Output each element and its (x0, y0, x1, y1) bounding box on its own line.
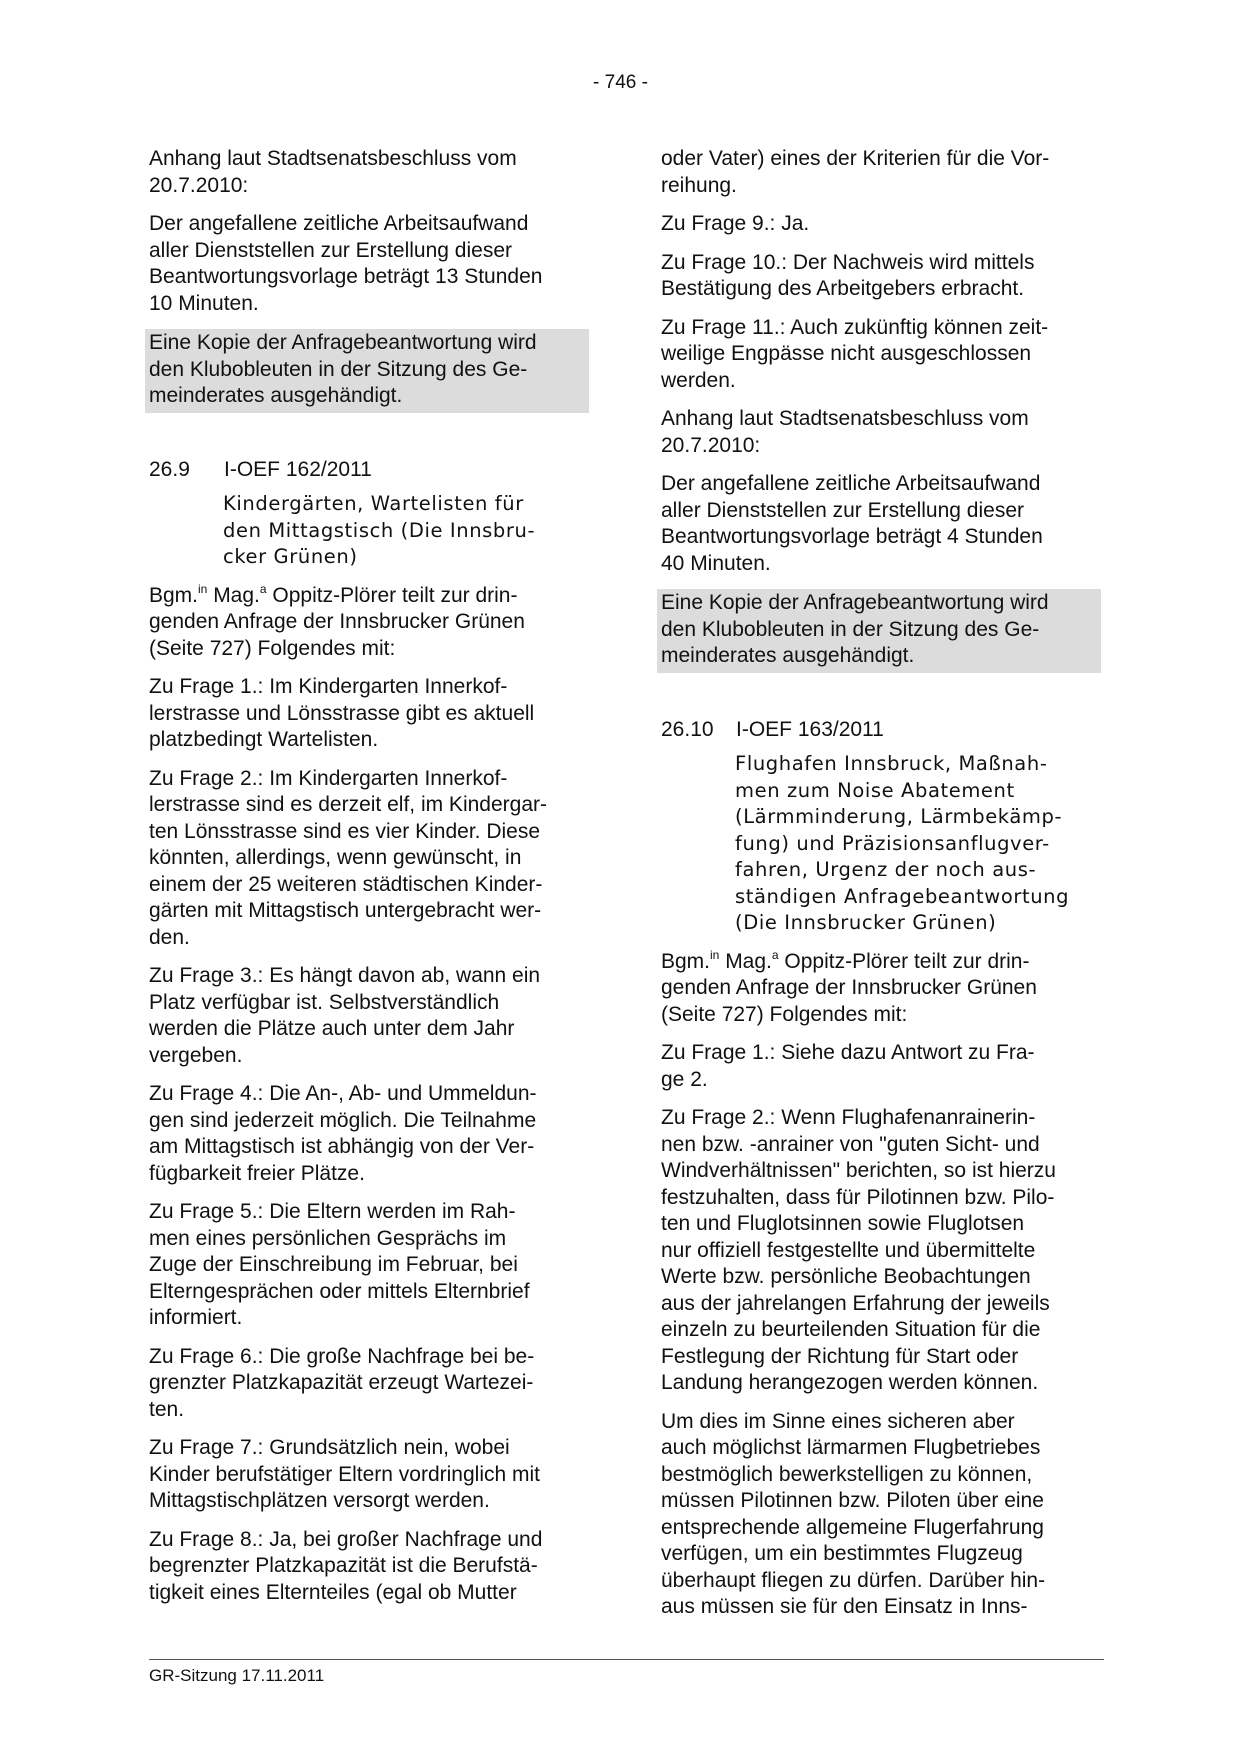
text-line: 20.7.2010: (661, 433, 761, 457)
text-line: Werte bzw. persönliche Beobachtungen (661, 1265, 1031, 1288)
text-line: Zu Frage 9.: Ja. (661, 212, 810, 235)
section-number: 26.9 (149, 457, 190, 481)
text-line: einzeln zu beurteilenden Situation für die (661, 1318, 1041, 1341)
text-line: ten und Fluglotsinnen sowie Fluglotsen (661, 1212, 1025, 1235)
right-column (661, 146, 1101, 1633)
text-line: Zu Frage 10.: Der Nachweis wird mittels (661, 250, 1035, 274)
text-line: Zuge der Einschreibung im Februar, bei (149, 1253, 518, 1276)
text-line: Eine Kopie der Anfragebeantwortung wird (149, 331, 537, 354)
intro-mag: Mag. (719, 949, 772, 973)
text-line: weilige Engpässe nicht ausgeschlossen (661, 342, 1032, 365)
section-subject (735, 751, 1101, 937)
text-line: aller Dienststellen zur Erstellung dieser (661, 498, 1024, 522)
kopie-highlight-box (657, 589, 1101, 673)
text-line: Mittagstischplätzen versorgt werden. (149, 1489, 490, 1512)
subject-line: Kindergärten, Wartelisten für (223, 492, 524, 515)
answer-frage-1 (149, 674, 589, 754)
aufwand-note (149, 211, 589, 317)
text-line: verfügen, um ein bestimmtes Flugzeug (661, 1542, 1023, 1565)
section-reference: I-OEF 162/2011 (224, 457, 372, 481)
text-line: ten. (149, 1397, 185, 1421)
text-line: festzuhalten, dass für Pilotinnen bzw. Pilo- (661, 1185, 1055, 1209)
text-line: nur offiziell festgestellte und übermittelte (661, 1238, 1036, 1262)
text-line: vergeben. (149, 1043, 243, 1067)
intro-rest: Oppitz-Plörer teilt zur drin- (266, 583, 518, 607)
subject-line: Flughafen Innsbruck, Maßnah- (735, 752, 1048, 775)
text-line: (Seite 727) Folgendes mit: (149, 636, 396, 660)
section-heading (149, 457, 589, 484)
text-line: genden Anfrage der Innsbrucker Grünen (661, 976, 1037, 999)
text-line: Zu Frage 1.: Im Kindergarten Innerkof- (149, 675, 508, 698)
answer-frage-6 (149, 1344, 589, 1424)
text-line: meinderates ausgehändigt. (661, 644, 915, 667)
subject-line: (Lärmminderung, Lärmbekämp- (735, 805, 1063, 828)
text-line: 10 Minuten. (149, 291, 259, 315)
text-line: informiert. (149, 1306, 243, 1329)
text-line: oder Vater) eines der Kriterien für die Vor- (661, 147, 1050, 170)
text-line: am Mittagstisch ist abhängig von der Ver- (149, 1135, 535, 1158)
text-line: Beantwortungsvorlage beträgt 13 Stunden (149, 265, 543, 288)
text-line: Landung herangezogen werden können. (661, 1371, 1039, 1394)
text-line: meinderates ausgehändigt. (149, 384, 403, 407)
footer-session-label: GR-Sitzung 17.11.2011 (149, 1666, 325, 1685)
text-line: fügbarkeit freier Plätze. (149, 1161, 365, 1185)
text-line: den. (149, 925, 190, 949)
text-line: Zu Frage 5.: Die Eltern werden im Rah- (149, 1200, 516, 1223)
text-line: Zu Frage 7.: Grundsätzlich nein, wobei (149, 1436, 510, 1459)
kopie-highlight-box (145, 329, 589, 413)
intro-mag: Mag. (207, 583, 260, 607)
subject-line: (Die Innsbrucker Grünen) (735, 911, 997, 934)
text-line: Platz verfügbar ist. Selbstverständlich (149, 990, 500, 1014)
text-line: grenzter Platzkapazität erzeugt Wartezei- (149, 1371, 534, 1394)
answer-frage-2 (149, 766, 589, 952)
page-number: - 746 - (593, 72, 648, 93)
subject-line: den Mittagstisch (Die Innsbru- (223, 518, 536, 542)
text-line: genden Anfrage der Innsbrucker Grünen (149, 610, 525, 633)
text-line: aus der jahrelangen Erfahrung der jeweils (661, 1291, 1050, 1315)
aufwand-note (661, 471, 1101, 577)
text-line: den Klubobleuten in der Sitzung des Ge- (661, 617, 1040, 641)
answer-frage-4 (149, 1081, 589, 1187)
text-line: werden. (661, 368, 736, 392)
answer-frage-7 (149, 1435, 589, 1515)
text-line: (Seite 727) Folgendes mit: (661, 1002, 908, 1026)
text-line: entsprechende allgemeine Flugerfahrung (661, 1515, 1044, 1539)
text-line: den Klubobleuten in der Sitzung des Ge- (149, 357, 528, 381)
text-line: einem der 25 weiteren städtischen Kinder- (149, 872, 543, 896)
text-line: bestmöglich bewerkstelligen zu können, (661, 1462, 1033, 1486)
text-line: aus müssen sie für den Einsatz in Inns- (661, 1595, 1028, 1618)
continuation-paragraph-flugbetrieb (661, 1409, 1101, 1621)
anhang-note (661, 406, 1101, 459)
text-line: nen bzw. -anrainer von "guten Sicht- und (661, 1132, 1040, 1156)
answer-frage-2 (661, 1105, 1101, 1397)
intro-first-line (661, 949, 1101, 976)
intro-bgm-sup: in (710, 947, 720, 962)
text-line: auch möglichst lärmarmen Flugbetriebes (661, 1436, 1041, 1459)
text-line: lerstrasse und Lönsstrasse gibt es aktuell (149, 701, 535, 725)
text-line: Beantwortungsvorlage beträgt 4 Stunden (661, 525, 1043, 548)
section-heading (661, 717, 1101, 744)
answer-frage-8 (149, 1527, 589, 1607)
intro-rest: Oppitz-Plörer teilt zur drin- (778, 949, 1030, 973)
text-line: Zu Frage 3.: Es hängt davon ab, wann ein (149, 964, 541, 987)
subject-line: cker Grünen) (223, 545, 358, 568)
text-line: Zu Frage 1.: Siehe dazu Antwort zu Fra- (661, 1041, 1035, 1064)
intro-bgm-sup: in (198, 581, 208, 596)
text-line: Zu Frage 2.: Im Kindergarten Innerkof- (149, 766, 508, 790)
left-column (149, 146, 589, 1618)
section-reference: I-OEF 163/2011 (736, 717, 884, 741)
intro-mag-sup: a (771, 947, 779, 962)
text-line: aller Dienststellen zur Erstellung dieser (149, 238, 512, 262)
text-line: Der angefallene zeitliche Arbeitsaufwand (661, 472, 1041, 495)
intro-bgm: Bgm. (661, 949, 711, 973)
text-line: gen sind jederzeit möglich. Die Teilnahme (149, 1108, 537, 1132)
answer-frage-11 (661, 315, 1101, 395)
footer-divider (149, 1659, 1104, 1660)
text-line: Anhang laut Stadtsenatsbeschluss vom (149, 147, 517, 170)
intro-paragraph (661, 949, 1101, 1029)
text-line: Zu Frage 8.: Ja, bei großer Nachfrage und (149, 1527, 543, 1551)
answer-frage-10 (661, 250, 1101, 303)
section-number: 26.10 (661, 717, 714, 741)
anhang-note (149, 146, 589, 199)
text-line: Kinder berufstätiger Eltern vordringlich mit (149, 1462, 541, 1486)
text-line: 20.7.2010: (149, 173, 249, 197)
text-line: gärten mit Mittagstisch untergebracht wer- (149, 899, 542, 922)
text-line: Der angefallene zeitliche Arbeitsaufwand (149, 212, 529, 235)
answer-frage-5 (149, 1199, 589, 1332)
text-line: Bestätigung des Arbeitgebers erbracht. (661, 277, 1025, 300)
text-line: reihung. (661, 173, 737, 197)
text-line: Zu Frage 11.: Auch zukünftig können zeit- (661, 315, 1049, 339)
text-line: platzbedingt Wartelisten. (149, 728, 379, 751)
continuation-paragraph (661, 146, 1101, 199)
text-line: Zu Frage 6.: Die große Nachfrage bei be- (149, 1344, 535, 1368)
subject-line: fahren, Urgenz der noch aus- (735, 858, 1037, 881)
text-line: Festlegung der Richtung für Start oder (661, 1344, 1019, 1368)
text-line: Windverhältnissen" berichten, so ist hierzu (661, 1159, 1056, 1182)
text-line: Zu Frage 2.: Wenn Flughafenanrainerin- (661, 1106, 1036, 1129)
subject-line: ständigen Anfragebeantwortung (735, 884, 1070, 908)
text-line: begrenzter Platzkapazität ist die Berufstä- (149, 1554, 538, 1577)
subject-line: fung) und Präzisionsanflugver- (735, 831, 1050, 855)
text-line: ge 2. (661, 1067, 708, 1091)
text-line: könnten, allerdings, wenn gewünscht, in (149, 846, 522, 869)
text-line: werden die Plätze auch unter dem Jahr (149, 1017, 515, 1040)
text-line: Elterngesprächen oder mittels Elternbrief (149, 1279, 530, 1303)
text-line: tigkeit eines Elternteiles (egal ob Mutter (149, 1580, 517, 1604)
intro-first-line (149, 583, 589, 610)
text-line: lerstrasse sind es derzeit elf, im Kindergar- (149, 793, 547, 816)
text-line: Eine Kopie der Anfragebeantwortung wird (661, 591, 1049, 614)
intro-bgm: Bgm. (149, 583, 199, 607)
section-subject (223, 491, 589, 571)
subject-line: men zum Noise Abatement (735, 778, 1015, 802)
text-line: ten Lönsstrasse sind es vier Kinder. Diese (149, 819, 541, 843)
answer-frage-3 (149, 963, 589, 1069)
intro-mag-sup: a (259, 581, 267, 596)
intro-paragraph (149, 583, 589, 663)
answer-frage-9 (661, 211, 1101, 238)
text-line: Um dies im Sinne eines sicheren aber (661, 1409, 1015, 1433)
text-line: Anhang laut Stadtsenatsbeschluss vom (661, 407, 1029, 430)
text-line: müssen Pilotinnen bzw. Piloten über eine (661, 1489, 1044, 1512)
text-line: überhaupt fliegen zu dürfen. Darüber hin- (661, 1568, 1046, 1592)
answer-frage-1 (661, 1040, 1101, 1093)
text-line: 40 Minuten. (661, 551, 771, 575)
text-line: Zu Frage 4.: Die An-, Ab- und Ummeldun- (149, 1082, 537, 1105)
text-line: men eines persönlichen Gesprächs im (149, 1226, 507, 1250)
